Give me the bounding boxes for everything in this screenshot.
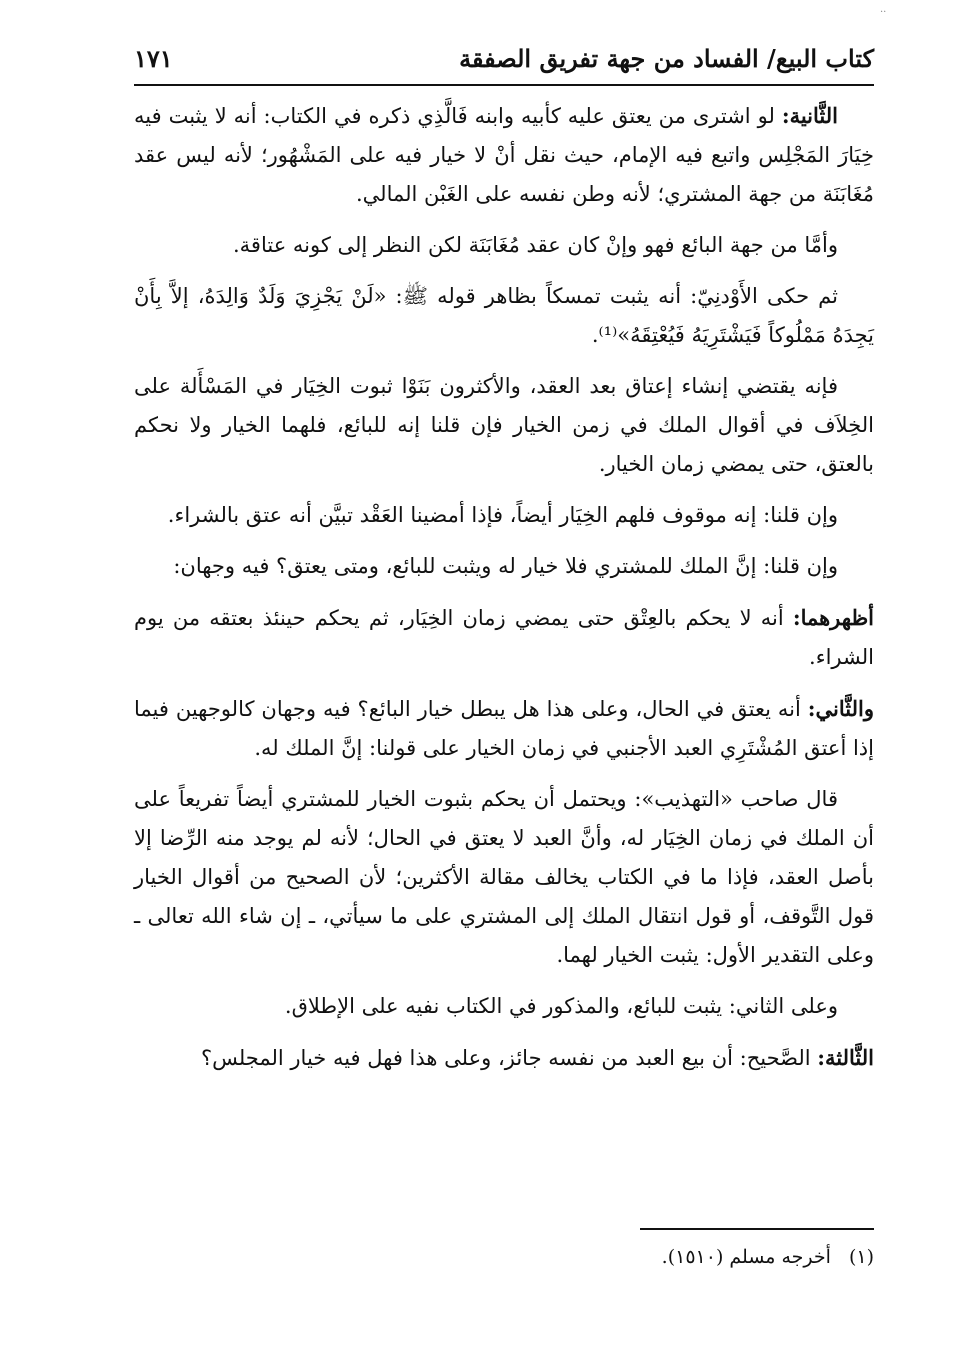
paragraph-lead: الثَّالثة: — [817, 1045, 874, 1070]
paragraph-text: أنه يعتق في الحال، وعلى هذا هل يبطل خيار البائع؟ فيه وجهان كالوجهين فيما إذا أعتق المُشْتَرِي العبد الأجنبي في زمان الخيار على قولنا: إنَّ الملك له. — [134, 697, 874, 760]
footnote-divider — [640, 1228, 874, 1230]
footnote — [134, 1240, 874, 1274]
header-title: كتاب البيع/ الفساد من جهة تفريق الصفقة — [459, 44, 874, 73]
paragraph-text: وعلى الثاني: يثبت للبائع، والمذكور في الكتاب نفيه على الإطلاق. — [284, 994, 838, 1018]
paragraph-text: ثم حكى الأَوْدنِيّ: أنه يثبت تمسكاً بظاهر قوله ﷺ: «لَنْ يَجْزِيَ وَلَدٌ وَالِدَهُ، إلاَّ بِأَنْ يَجِدَهُ مَمْلُوكاً فَيَشْتَرِيَهُ فَيُعْتِقَهُ»⁽¹⁾. — [134, 284, 874, 347]
paragraph — [134, 367, 874, 484]
paragraph-text: وأمَّا من جهة البائع فهو وإنْ كان عقد مُغَابَنَة لكن النظر إلى كونه عتاقة. — [232, 233, 838, 257]
paragraph-text: الصَّحيح: أن بيع العبد من نفسه جائز، وعلى هذا فهل فيه خيار المجلس؟ — [200, 1046, 818, 1070]
paragraph-first-view — [134, 598, 874, 677]
paragraph-hadith — [134, 277, 874, 355]
paragraph — [134, 987, 874, 1026]
paragraph-third-case — [134, 1038, 874, 1078]
paragraph-text: قال صاحب «التهذيب»: ويحتمل أن يحكم بثبوت الخيار للمشتري أيضاً تفريعاً على أن الملك في زمان الخِيَار له، وأنَّ العبد لا يعتق في الحال؛ لأنه لم يوجد منه الرِّضا إلا بأصل العقد، فإذا ما في الكتاب يخالف مقالة الأكثرين؛ لأن الصحيح من أقوال الخيار قول التَّوقف، أو قول انتقال الملك إلى المشتري على ما سيأتي، ـ إن شاء الله تعالى ـ وعلى التقدير الأول: يثبت الخيار لهما. — [134, 787, 874, 967]
paragraph-lead: والثَّاني: — [807, 696, 874, 721]
paragraph-text: وإن قلنا: إنَّ الملك للمشتري فلا خيار له ويثبت للبائع، ومتى يعتق؟ فيه وجهان: — [173, 554, 838, 578]
paragraph-second-case — [134, 96, 874, 214]
running-header — [134, 40, 874, 84]
paragraph-text: لو اشترى من يعتق عليه كأبيه وابنه فَالَّذِي ذكره في الكتاب: أنه لا يثبت فيه خِيَارَ المَجْلِس واتبع فيه الإمام، حيث نقل أنْ لا خيار فيه على المَشْهُور؛ لأنه ليس عقد مُغَابَنَة من جهة المشتري؛ لأنه وطن نفسه على الغَبْن المالي. — [134, 104, 874, 206]
paragraph-lead: الثَّانية: — [781, 103, 838, 128]
paragraph — [134, 496, 874, 535]
paragraph-tahdhib — [134, 780, 874, 975]
header-divider — [134, 84, 874, 86]
corner-mark: .. — [880, 4, 887, 15]
page-number: ١٧١ — [134, 44, 173, 73]
paragraph — [134, 226, 874, 265]
paragraph-text: فإنه يقتضي إنشاء إعتاق بعد العقد، والأكثرون بَنَوْا ثبوت الخِيَار في المَسْأَلة على الخِلاَف في أقوال الملك في زمن الخيار فإن قلنا إنه للبائع، فلهما الخيار ولا نحكم بالعتق، حتى يمضي زمان الخيار. — [134, 374, 874, 476]
paragraph-text: أنه لا يحكم بالعِتْق حتى يمضي زمان الخِيَار، ثم يحكم حينئذ بعتقه من يوم الشراء. — [134, 606, 874, 669]
main-text — [134, 96, 874, 1090]
footnote-number: (١) — [848, 1246, 874, 1268]
paragraph-second-view — [134, 689, 874, 768]
footnote-text: أخرجه مسلم (١٥١٠). — [661, 1246, 831, 1268]
paragraph-text: وإن قلنا: إنه موقوف فلهم الخِيَار أيضاً، فإذا أمضينا العَقْد تبيَّن أنه عتق بالشراء. — [167, 503, 838, 527]
paragraph-lead: أظهرهما: — [792, 605, 874, 630]
paragraph — [134, 547, 874, 586]
